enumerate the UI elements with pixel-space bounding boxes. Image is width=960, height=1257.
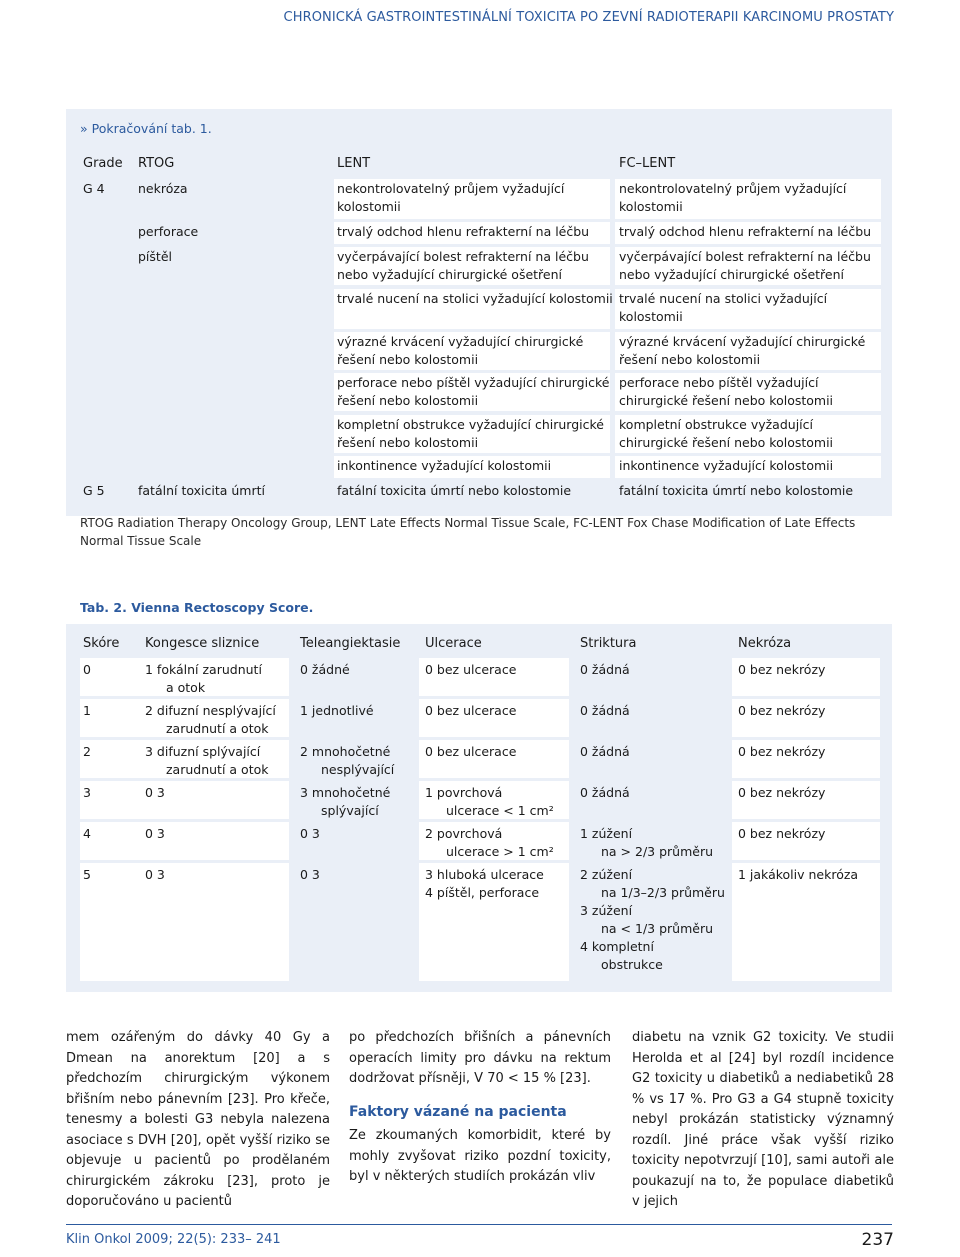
table2-nekroza-line: 0 bez nekrózy [738,744,826,759]
table2-score: 4 [83,826,91,841]
table1-lent-line: inkontinence vyžadující kolostomii [337,458,552,473]
table2-cell-bg [80,863,289,981]
table1-lent-line: nebo vyžadující chirurgické ošetření [337,267,562,282]
table2-nekroza-line: 0 bez nekrózy [738,785,826,800]
table2-nekroza-line: 0 bez nekrózy [738,826,826,841]
table2-kongesce-line: zarudnutí a otok [166,721,269,736]
table2-ulcer-line: 2 povrchová [425,826,503,841]
table1-rtog: fatální toxicita úmrtí [138,483,265,498]
table1-continuation: » Pokračování tab. 1. [80,121,212,136]
table1-lent-line: výrazné krvácení vyžadující chirurgické [337,334,584,349]
section-heading: Faktory vázané na pacienta [349,1104,567,1120]
table2-kongesce-line: 3 difuzní splývající [145,744,261,759]
table2-strikt-line: 1 zúžení [580,826,633,841]
table1-fclent-line: trvalé nucení na stolici vyžadující [619,291,828,306]
table2-ulcer-line: 3 hluboká ulcerace [425,867,544,882]
table2-strikt-line: obstrukce [601,957,663,972]
table1-fclent-line: kolostomii [619,309,683,324]
table1-fclent-line: řešení nebo kolostomii [619,352,761,367]
table1-footnote: RTOG Radiation Therapy Oncology Group, LENT Late Effects Normal Tissue Scale, FC-LENT Fox Chase Modification of Late Effects Normal Tissue Scale [80,516,856,548]
table1-lent-line: trvalé nucení na stolici vyžadující kolostomii [337,291,613,306]
table2-cell-bg [80,781,289,819]
table2-kongesce-line: 2 difuzní nesplývající [145,703,276,718]
table2-strikt-line: 0 žádná [580,662,630,677]
table2-strikt-line: 2 zúžení [580,867,633,882]
table2-strikt-line: na > 2/3 průměru [601,844,714,859]
table1-lent-line: řešení nebo kolostomii [337,393,479,408]
table2-tele-line: nesplývající [321,762,395,777]
table2-ulcer-line: 0 bez ulcerace [425,703,517,718]
footer-citation: Klin Onkol 2009; 22(5): 233– 241 [66,1232,281,1247]
table2-header: Nekróza [738,636,792,651]
table2-nekroza-line: 0 bez nekrózy [738,703,826,718]
table1-rtog: nekróza [138,181,188,196]
table1-fclent-line: vyčerpávající bolest refrakterní na léčbu [619,249,871,264]
table2-score: 3 [83,785,91,800]
table2-strikt-line: 0 žádná [580,785,630,800]
table2-title: Tab. 2. Vienna Rectoscopy Score. [80,600,314,615]
table1-fclent-line: inkontinence vyžadující kolostomii [619,458,834,473]
table2-tele-line: splývající [321,803,379,818]
table1-grade: G 4 [83,181,105,196]
table2-ulcer-line: 1 povrchová [425,785,503,800]
table1-lent-line: perforace nebo píštěl vyžadující chirurgické [337,375,610,390]
table1-lent-line: nekontrolovatelný průjem vyžadující [337,181,565,196]
table2-kongesce-line: 0 3 [145,826,165,841]
body-column-2-bottom: Ze zkoumaných komorbidit, které by mohly zvyšovat riziko pozdní toxicity, byl v některých studiích prokázán vliv [349,1128,611,1184]
table1-lent-line: trvalý odchod hlenu refrakterní na léčbu [337,224,590,239]
table2-ulcer-line: 4 píštěl, perforace [425,885,540,900]
table1-lent-line: řešení nebo kolostomii [337,352,479,367]
table2-ulcer-line: ulcerace < 1 cm² [446,803,554,818]
table1-fclent-line: výrazné krvácení vyžadující chirurgické [619,334,866,349]
table1-rtog: perforace [138,224,199,239]
table2-header: Ulcerace [425,636,482,651]
table2-tele-line: 0 3 [300,826,320,841]
table2-ulcer-line: 0 bez ulcerace [425,744,517,759]
table2-strikt-line: na 1/3–2/3 průměru [601,885,725,900]
table1-grade: G 5 [83,483,105,498]
table1-fclent-line: fatální toxicita úmrtí nebo kolostomie [619,483,854,498]
page-number: 237 [861,1230,894,1250]
table1-fclent-line: nekontrolovatelný průjem vyžadující [619,181,847,196]
table1-header-grade: Grade [83,156,123,171]
table2-cell-bg [80,822,289,860]
table1-lent-line: kolostomii [337,199,401,214]
table2-tele-line: 1 jednotlivé [300,703,374,718]
table1-lent-line: kompletní obstrukce vyžadující chirurgické [337,417,604,432]
table2-strikt-line: 4 kompletní [580,939,654,954]
table1-fclent-line: kompletní obstrukce vyžadující [619,417,813,432]
body-column-1: mem ozářeným do dávky 40 Gy a Dmean na anorektum [20] a s předchozím chirurgickým výkonem břišním nebo pánevním [23]. Pro křeče, tenesmy a bolesti G3 nebyla nalezena asociace s DVH [20], opět vyšší riziko se objevuje u pacientů po prodělaném chirurgickém zákroku [23], proto je doporučováno u pacientů [66,1030,330,1209]
table1-fclent-line: nebo vyžadující chirurgické ošetření [619,267,844,282]
table1-lent-line: fatální toxicita úmrtí nebo kolostomie [337,483,572,498]
table1-fclent-line: trvalý odchod hlenu refrakterní na léčbu [619,224,872,239]
table2-kongesce-line: 0 3 [145,785,165,800]
table2-tele-line: 0 žádné [300,662,350,677]
table1-fclent-line: chirurgické řešení nebo kolostomii [619,393,834,408]
table1-header-fclent: FC–LENT [619,156,676,171]
table1-lent-line: řešení nebo kolostomii [337,435,479,450]
table2-ulcer-line: ulcerace > 1 cm² [446,844,554,859]
table2-nekroza-line: 0 bez nekrózy [738,662,826,677]
table2-kongesce-line: a otok [166,680,206,695]
table2-header: Kongesce sliznice [145,636,260,651]
table1-fclent-line: kolostomii [619,199,683,214]
table2-strikt-line: 0 žádná [580,744,630,759]
table2-score: 1 [83,703,91,718]
table1-fclent-line: perforace nebo píštěl vyžadující [619,375,819,390]
table1-lent-line: vyčerpávající bolest refrakterní na léčbu [337,249,589,264]
body-column-2-top: po předchozích břišních a pánevních operacích limity pro dávku na rektum dodržovat přísněji, V 70 < 15 % [23]. [349,1030,611,1086]
footer-rule [66,1224,892,1225]
table1-header-lent: LENT [337,156,371,171]
table2-nekroza-line: 1 jakákoliv nekróza [738,867,859,882]
table2-header: Teleangiektasie [300,636,401,651]
table2-tele-line: 0 3 [300,867,320,882]
table2-header: Skóre [83,636,120,651]
body-column-3: diabetu na vznik G2 toxicity. Ve studii Herolda et al [24] byl rozdíl incidence G2 toxicity u diabetiků a nediabetiků 28 % vs 17 %. Pro G3 a G4 stupně toxicity nebyl prokázán statisticky významný rozdíl. Jiné práce však vyšší riziko toxicity nepotvrzují [10], sami autoři ale poukazují na to, že populace diabetiků v jejich [632,1030,894,1209]
table2-strikt-line: na < 1/3 průměru [601,921,714,936]
table2-header: Striktura [580,636,637,651]
table1-fclent-line: chirurgické řešení nebo kolostomii [619,435,834,450]
table2-tele-line: 3 mnohočetné [300,785,391,800]
table2-strikt-line: 0 žádná [580,703,630,718]
table2-score: 0 [83,662,91,677]
table1-header-rtog: RTOG [138,156,175,171]
table2-kongesce-line: 0 3 [145,867,165,882]
table2-tele-line: 2 mnohočetné [300,744,391,759]
table2-ulcer-line: 0 bez ulcerace [425,662,517,677]
table2-strikt-line: 3 zúžení [580,903,633,918]
table2-kongesce-line: zarudnutí a otok [166,762,269,777]
running-head: CHRONICKÁ GASTROINTESTINÁLNÍ TOXICITA PO ZEVNÍ RADIOTERAPII KARCINOMU PROSTATY [283,10,894,25]
table1-rtog: píštěl [138,249,172,264]
table2-score: 2 [83,744,91,759]
table2-kongesce-line: 1 fokální zarudnutí [145,662,262,677]
table2-score: 5 [83,867,91,882]
